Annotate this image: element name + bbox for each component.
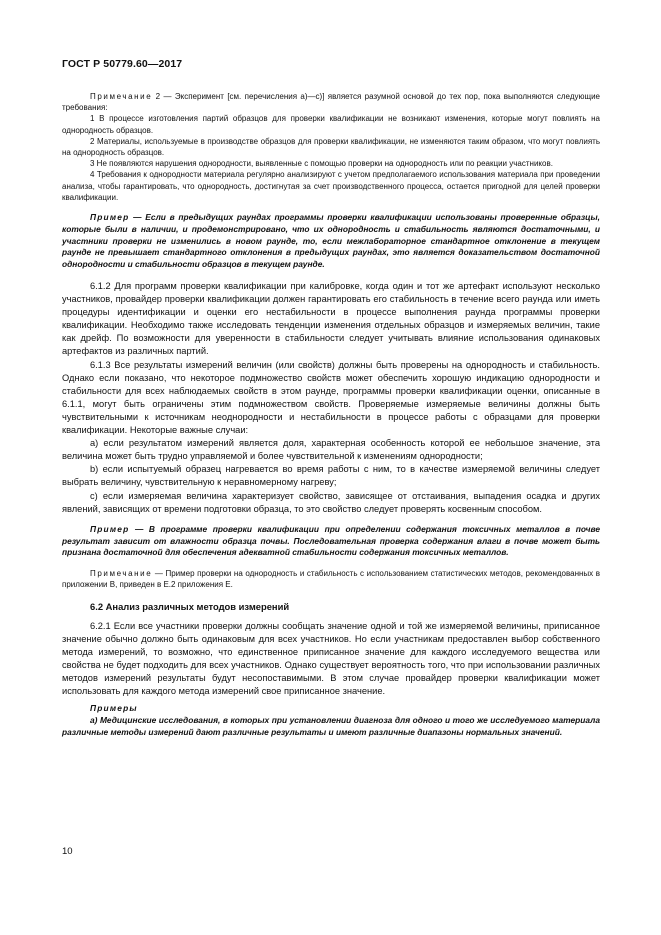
note-item: 4 Требования к однородности материала регулярно анализируют с учетом предполагаемого использования материала при проведении анализа, чтобы гарантировать, что однородность, достигнутая за счет производственного процесса, остается пригодной для целей проверки квалификации. [62, 170, 600, 202]
example-paragraph [62, 212, 600, 271]
example-paragraph [62, 524, 600, 559]
example-label: Пример [90, 212, 130, 223]
note-label: Примечание [90, 569, 153, 579]
page-number: 10 [62, 846, 73, 857]
example-text: — Если в предыдущих раундах программы проверки квалификации использованы проверенные образцы, которые были в наличии, и продемонстрировано, что их однородность и стабильность являются достаточными, и участники проверки не изменились в новом раунде, то, если межлабораторное стандартное отклонение в текущем раунде не превышает стандартного отклонения в предыдущих раундах, это является доказательством достаточной однородности и стабильности образцов в текущем раунде. [62, 212, 600, 270]
note-paragraph [62, 568, 600, 590]
note-item: 3 Не появляются нарушения однородности, выявленные с помощью проверки на однородность или по реакции участников. [90, 159, 553, 169]
clause-6-1-2-6-1-3 [62, 280, 600, 516]
examples-3 [62, 703, 600, 738]
note-intro [62, 91, 600, 113]
section-heading: 6.2 Анализ различных методов измерений [90, 600, 290, 612]
note-intro-text: 2 — Эксперимент [см. перечисления а)—с)] является разумной основой до тех пор, пока выполняются следующие требования: [62, 92, 600, 113]
list-item-a: а) если результатом измерений является доля, характерная особенность которой ее небольшое значение, эта величина может быть трудно управляемой и более чувствительной к изменениям однородности; [62, 438, 600, 462]
list-item-b: b) если испытуемый образец нагревается во время работы с ним, то в качестве измеряемой величины следует выбрать величину, чувствительную к неравномерному нагреву; [62, 464, 600, 488]
note-text: — Пример проверки на однородность и стабильность с использованием статистических методов, рекомендованных в приложении В, приведен в Е.2 приложения Е. [62, 569, 600, 590]
body-paragraph: 6.2.1 Если все участники проверки должны сообщать значение одной и той же измеряемой величины, приписанное значение обычно должно быть одинаковым для всех участников. Но если участникам предоставлен выбор собственного метода измерений, то возможно, что единственное приписанное значение для каждого исследуемого вещества или свойства не будет подходить для всех участников. Однако существует вероятность того, что при использовании различных методов измерений результаты будут несопоставимыми. В этом случае провайдер проверки квалификации может использовать для каждого метода измерений свое приписанное значение. [62, 620, 600, 696]
examples-label [62, 703, 600, 715]
document-header: ГОСТ Р 50779.60—2017 [62, 58, 183, 70]
example-item-a: а) Медицинские исследования, в которых при установлении диагноза для одного и того же исследуемого материала различные методы измерений дают различные результаты и имеют различные диапазоны нормальных значений. [62, 714, 600, 737]
examples-label-text: Примеры [90, 703, 138, 714]
clause-6-2-1 [62, 620, 600, 699]
example-label: Пример [90, 523, 130, 534]
example-text: — В программе проверки квалификации при определении содержания токсичных металлов в почве результат зависит от влажности образца почвы. Последовательная проверка содержания влаги в почве может быть признана достаточной для обеспечения адекватной стабильности содержания токсичных металлов. [62, 523, 600, 558]
note-item: 1 В процессе изготовления партий образцов для проверки квалификации не возникают изменения, которые могут повлиять на однородность образцов. [62, 114, 600, 135]
body-paragraph: 6.1.3 Все результаты измерений величин (или свойств) должны быть проверены на однородность и стабильность. Однако если показано, что некоторое подмножество свойств может обеспечить хорошую индикацию однородности и стабильности для всех наблюдаемых свойств в этом раунде, программы проверки квалификации оценки, описанные в 6.1.1, могут быть ограничены этим подмножеством свойств. Проверяемые измеряемые величины должны быть чувствительными к источникам неоднородности и нестабильности в процессе работы с образцами для проверки квалификации. Некоторые важные случаи: [62, 359, 600, 436]
note-item: 2 Материалы, используемые в производстве образцов для проверки квалификации, не изменяются таким образом, что могут повлиять на однородность образцов. [62, 136, 600, 158]
note-2 [62, 91, 600, 203]
document-page [62, 58, 600, 747]
list-item-c: с) если измеряемая величина характеризует свойство, зависящее от отстаивания, выпадения осадка и других явлений, зависящих от времени подготовки образца, то это свойство следует проверять косвенным способом. [62, 490, 600, 514]
note-label: Примечание [90, 92, 153, 101]
example-1 [62, 212, 600, 271]
note-final [62, 568, 600, 590]
example-2 [62, 524, 600, 559]
body-paragraph: 6.1.2 Для программ проверки квалификации при калибровке, когда один и тот же артефакт используют несколько участников, провайдер проверки квалификации должен гарантировать его стабильность в течение всего раунда или иметь процедуры идентификации и оценки его нестабильности в процессе выполнения раунда программы проверки квалификации. Необходимо также исследовать тенденции изменения отдельных образцов и измеряемых величин, такие как дрейф. По возможности для уверенности в стабильности следует учитывать влияние использования одинаковых артефактов из различных партий. [62, 281, 600, 357]
